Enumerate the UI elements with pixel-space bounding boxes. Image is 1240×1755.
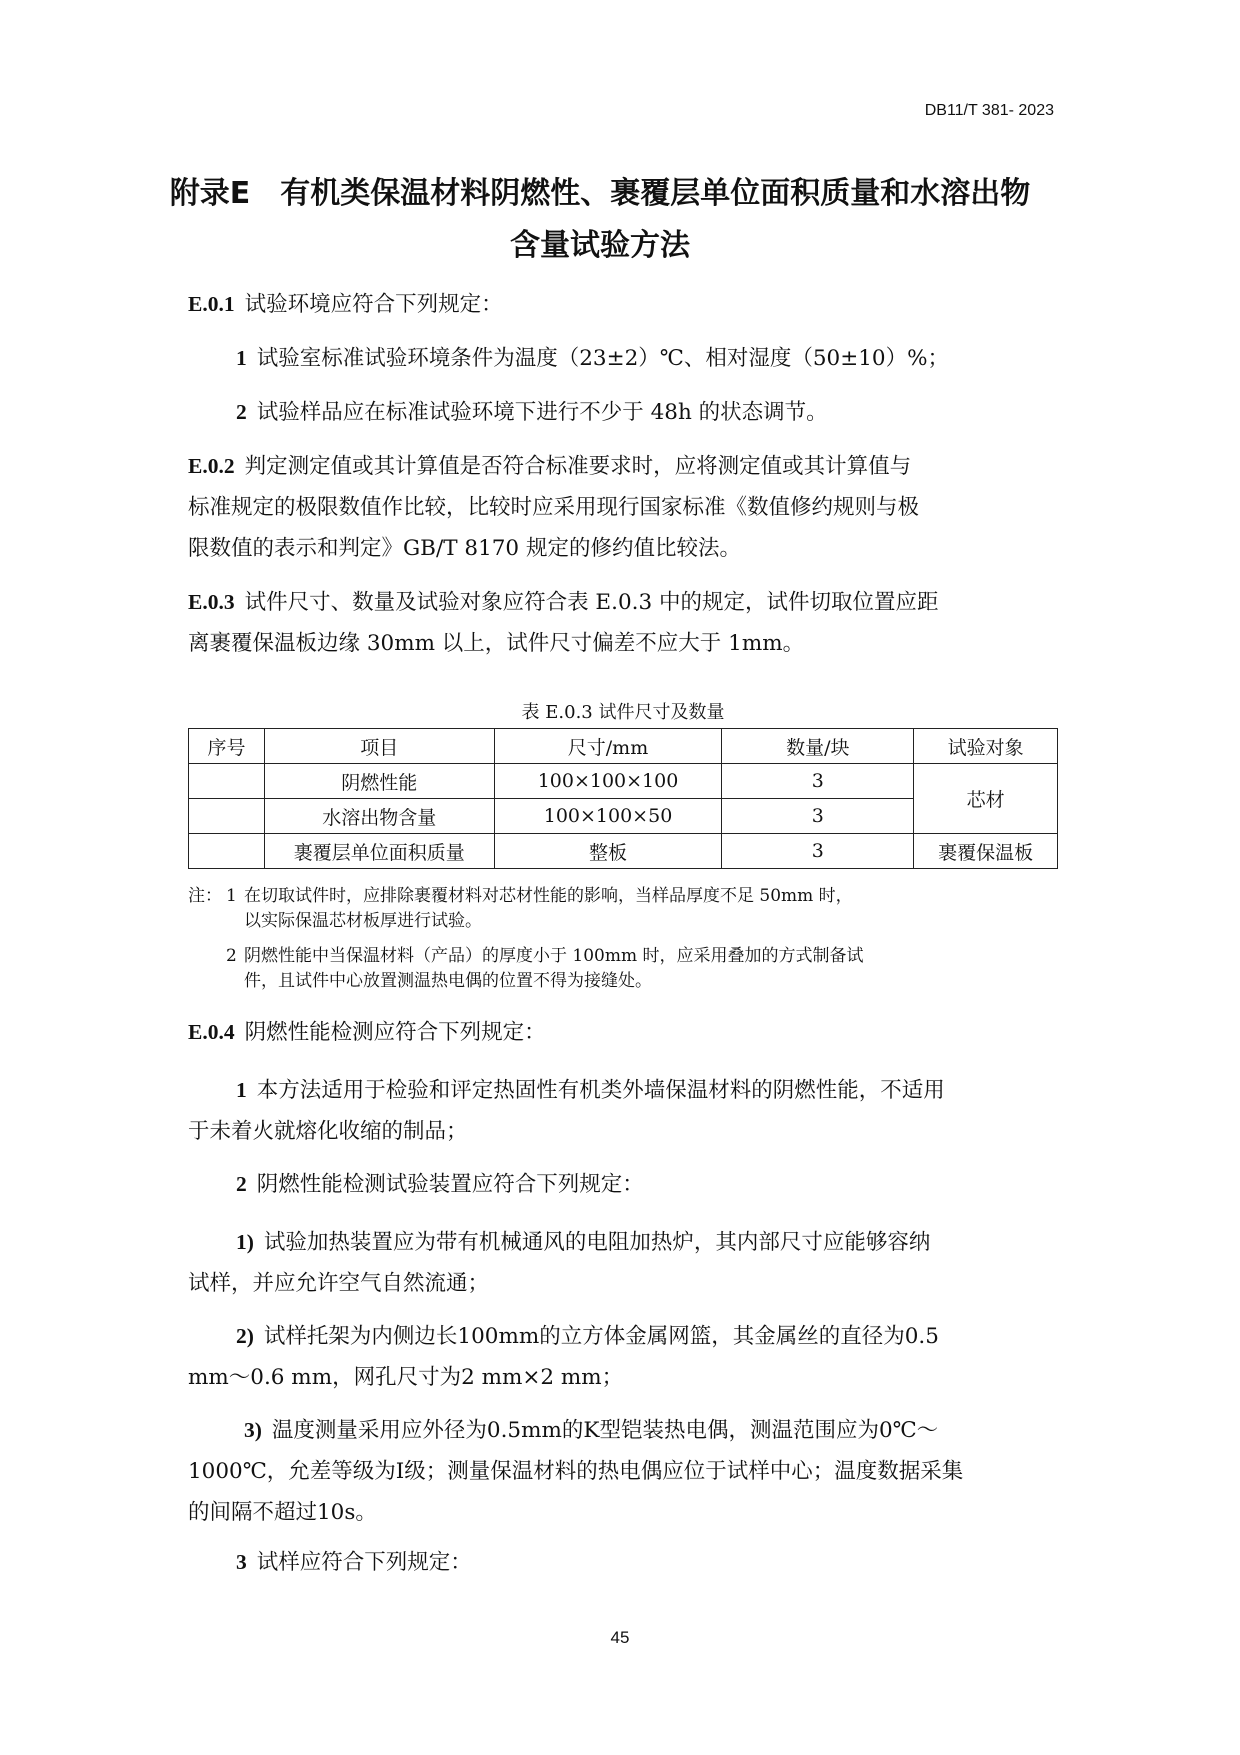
- clause-e03: [188, 582, 1058, 664]
- sub-item-number: 1): [236, 1230, 254, 1254]
- table-cell: 3: [722, 764, 914, 799]
- table-header-row: [189, 729, 1058, 764]
- standard-code: DB11/T 381- 2023: [924, 102, 1054, 119]
- item-text: 试样应符合下列规定：: [256, 1550, 472, 1575]
- table-cell: 阴燃性能: [264, 764, 494, 799]
- sub-item-text: 1000℃，允差等级为I级；测量保温材料的热电偶应位于试样中心；温度数据采集: [188, 1459, 964, 1484]
- sub-item-text: 温度测量采用应外径为0.5mm的K型铠装热电偶，测温范围应为0℃～: [271, 1418, 939, 1443]
- clause-e01: [188, 284, 1058, 325]
- sub-item-text: 试验加热装置应为带有机械通风的电阻加热炉，其内部尺寸应能够容纳: [263, 1230, 931, 1255]
- table-cell: 整板: [494, 834, 722, 869]
- note-text: 以实际保温芯材板厚进行试验。: [244, 911, 482, 931]
- sub-item-text: 试样托架为内侧边长100mm的立方体金属网篮，其金属丝的直径为0.5: [263, 1324, 939, 1349]
- clause-e04-item3: [236, 1542, 1106, 1583]
- note-number: 2: [226, 946, 237, 966]
- note-text: 阴燃性能中当保温材料（产品）的厚度小于 100mm 时，应采用叠加的方式制备试: [244, 946, 864, 966]
- note-body: [244, 944, 1024, 994]
- clause-text: 离裹覆保温板边缘 30mm 以上，试件尺寸偏差不应大于 1mm。: [188, 631, 805, 656]
- sub-item-number: 3): [244, 1418, 262, 1442]
- clause-e02: [188, 446, 1058, 569]
- table-caption: 表 E.0.3 试件尺寸及数量: [521, 702, 725, 723]
- appendix-title-line1: 附录E 有机类保温材料阴燃性、裹覆层单位面积质量和水溶出物: [169, 176, 1031, 211]
- note-label: 注：: [188, 886, 222, 906]
- table-row: [189, 764, 1058, 799]
- table-header: 尺寸/mm: [494, 729, 722, 764]
- table-cell-merged: 芯材: [914, 764, 1058, 834]
- table-row: [189, 834, 1058, 869]
- page-number: 45: [610, 1628, 630, 1647]
- item-text: 于未着火就熔化收缩的制品；: [188, 1119, 468, 1144]
- item-number: 1: [236, 1078, 247, 1102]
- item-text: 试验样品应在标准试验环境下进行不少于 48h 的状态调节。: [256, 400, 828, 425]
- table-cell: 3: [722, 799, 914, 834]
- note-text: 在切取试件时，应排除裹覆材料对芯材性能的影响，当样品厚度不足 50mm 时，: [244, 886, 853, 906]
- table-cell: 水溶出物含量: [264, 799, 494, 834]
- specimen-table: [188, 728, 1058, 869]
- clause-e01-item1: [236, 338, 1106, 379]
- item-text: 本方法适用于检验和评定热固性有机类外墙保温材料的阴燃性能，不适用: [256, 1078, 945, 1103]
- item-number: 3: [236, 1550, 247, 1574]
- item-text: 阴燃性能检测试验装置应符合下列规定：: [256, 1172, 644, 1197]
- sub-item-text: 试样，并应允许空气自然流通；: [188, 1271, 490, 1296]
- table-header: 项目: [264, 729, 494, 764]
- table-cell: [189, 834, 265, 869]
- clause-e04-sub3: [188, 1410, 1058, 1533]
- sub-item-text: mm～0.6 mm，网孔尺寸为2 mm×2 mm；: [188, 1365, 624, 1390]
- clause-text: 限数值的表示和判定》GB/T 8170 规定的修约值比较法。: [188, 536, 741, 561]
- clause-text: 试件尺寸、数量及试验对象应符合表 E.0.3 中的规定，试件切取位置应距: [244, 590, 939, 615]
- appendix-title-line2: 含量试验方法: [510, 228, 690, 263]
- clause-number: E.0.4: [188, 1020, 235, 1044]
- table-cell: 裹覆层单位面积质量: [264, 834, 494, 869]
- clause-text: 阴燃性能检测应符合下列规定：: [244, 1020, 546, 1045]
- table-cell: 3: [722, 834, 914, 869]
- table-cell: [189, 764, 265, 799]
- item-number: 1: [236, 346, 247, 370]
- clause-e04-item1: [188, 1070, 1058, 1152]
- sub-item-text: 的间隔不超过10s。: [188, 1500, 377, 1525]
- clause-number: E.0.2: [188, 454, 235, 478]
- clause-e04-item2: [236, 1164, 1106, 1205]
- clause-e01-item2: [236, 392, 1106, 433]
- item-number: 2: [236, 1172, 247, 1196]
- clause-e04: [188, 1012, 1058, 1053]
- clause-e04-sub2: [188, 1316, 1058, 1398]
- table-header: 序号: [189, 729, 265, 764]
- clause-text: 判定测定值或其计算值是否符合标准要求时，应将测定值或其计算值与: [244, 454, 912, 479]
- table-header: 数量/块: [722, 729, 914, 764]
- sub-item-number: 2): [236, 1324, 254, 1348]
- table-header: 试验对象: [914, 729, 1058, 764]
- clause-number: E.0.3: [188, 590, 235, 614]
- note-number: 1: [226, 886, 237, 906]
- note-text: 件，且试件中心放置测温热电偶的位置不得为接缝处。: [244, 971, 652, 991]
- table-cell: 裹覆保温板: [914, 834, 1058, 869]
- table-cell: 100×100×50: [494, 799, 722, 834]
- table-cell: [189, 799, 265, 834]
- table-cell: 100×100×100: [494, 764, 722, 799]
- clause-text: 试验环境应符合下列规定：: [244, 292, 503, 317]
- clause-e04-sub1: [188, 1222, 1058, 1304]
- clause-number: E.0.1: [188, 292, 235, 316]
- item-number: 2: [236, 400, 247, 424]
- item-text: 试验室标准试验环境条件为温度（23±2）℃、相对湿度（50±10）%；: [256, 346, 950, 371]
- note-body: [244, 884, 1024, 934]
- clause-text: 标准规定的极限数值作比较，比较时应采用现行国家标准《数值修约规则与极: [188, 495, 920, 520]
